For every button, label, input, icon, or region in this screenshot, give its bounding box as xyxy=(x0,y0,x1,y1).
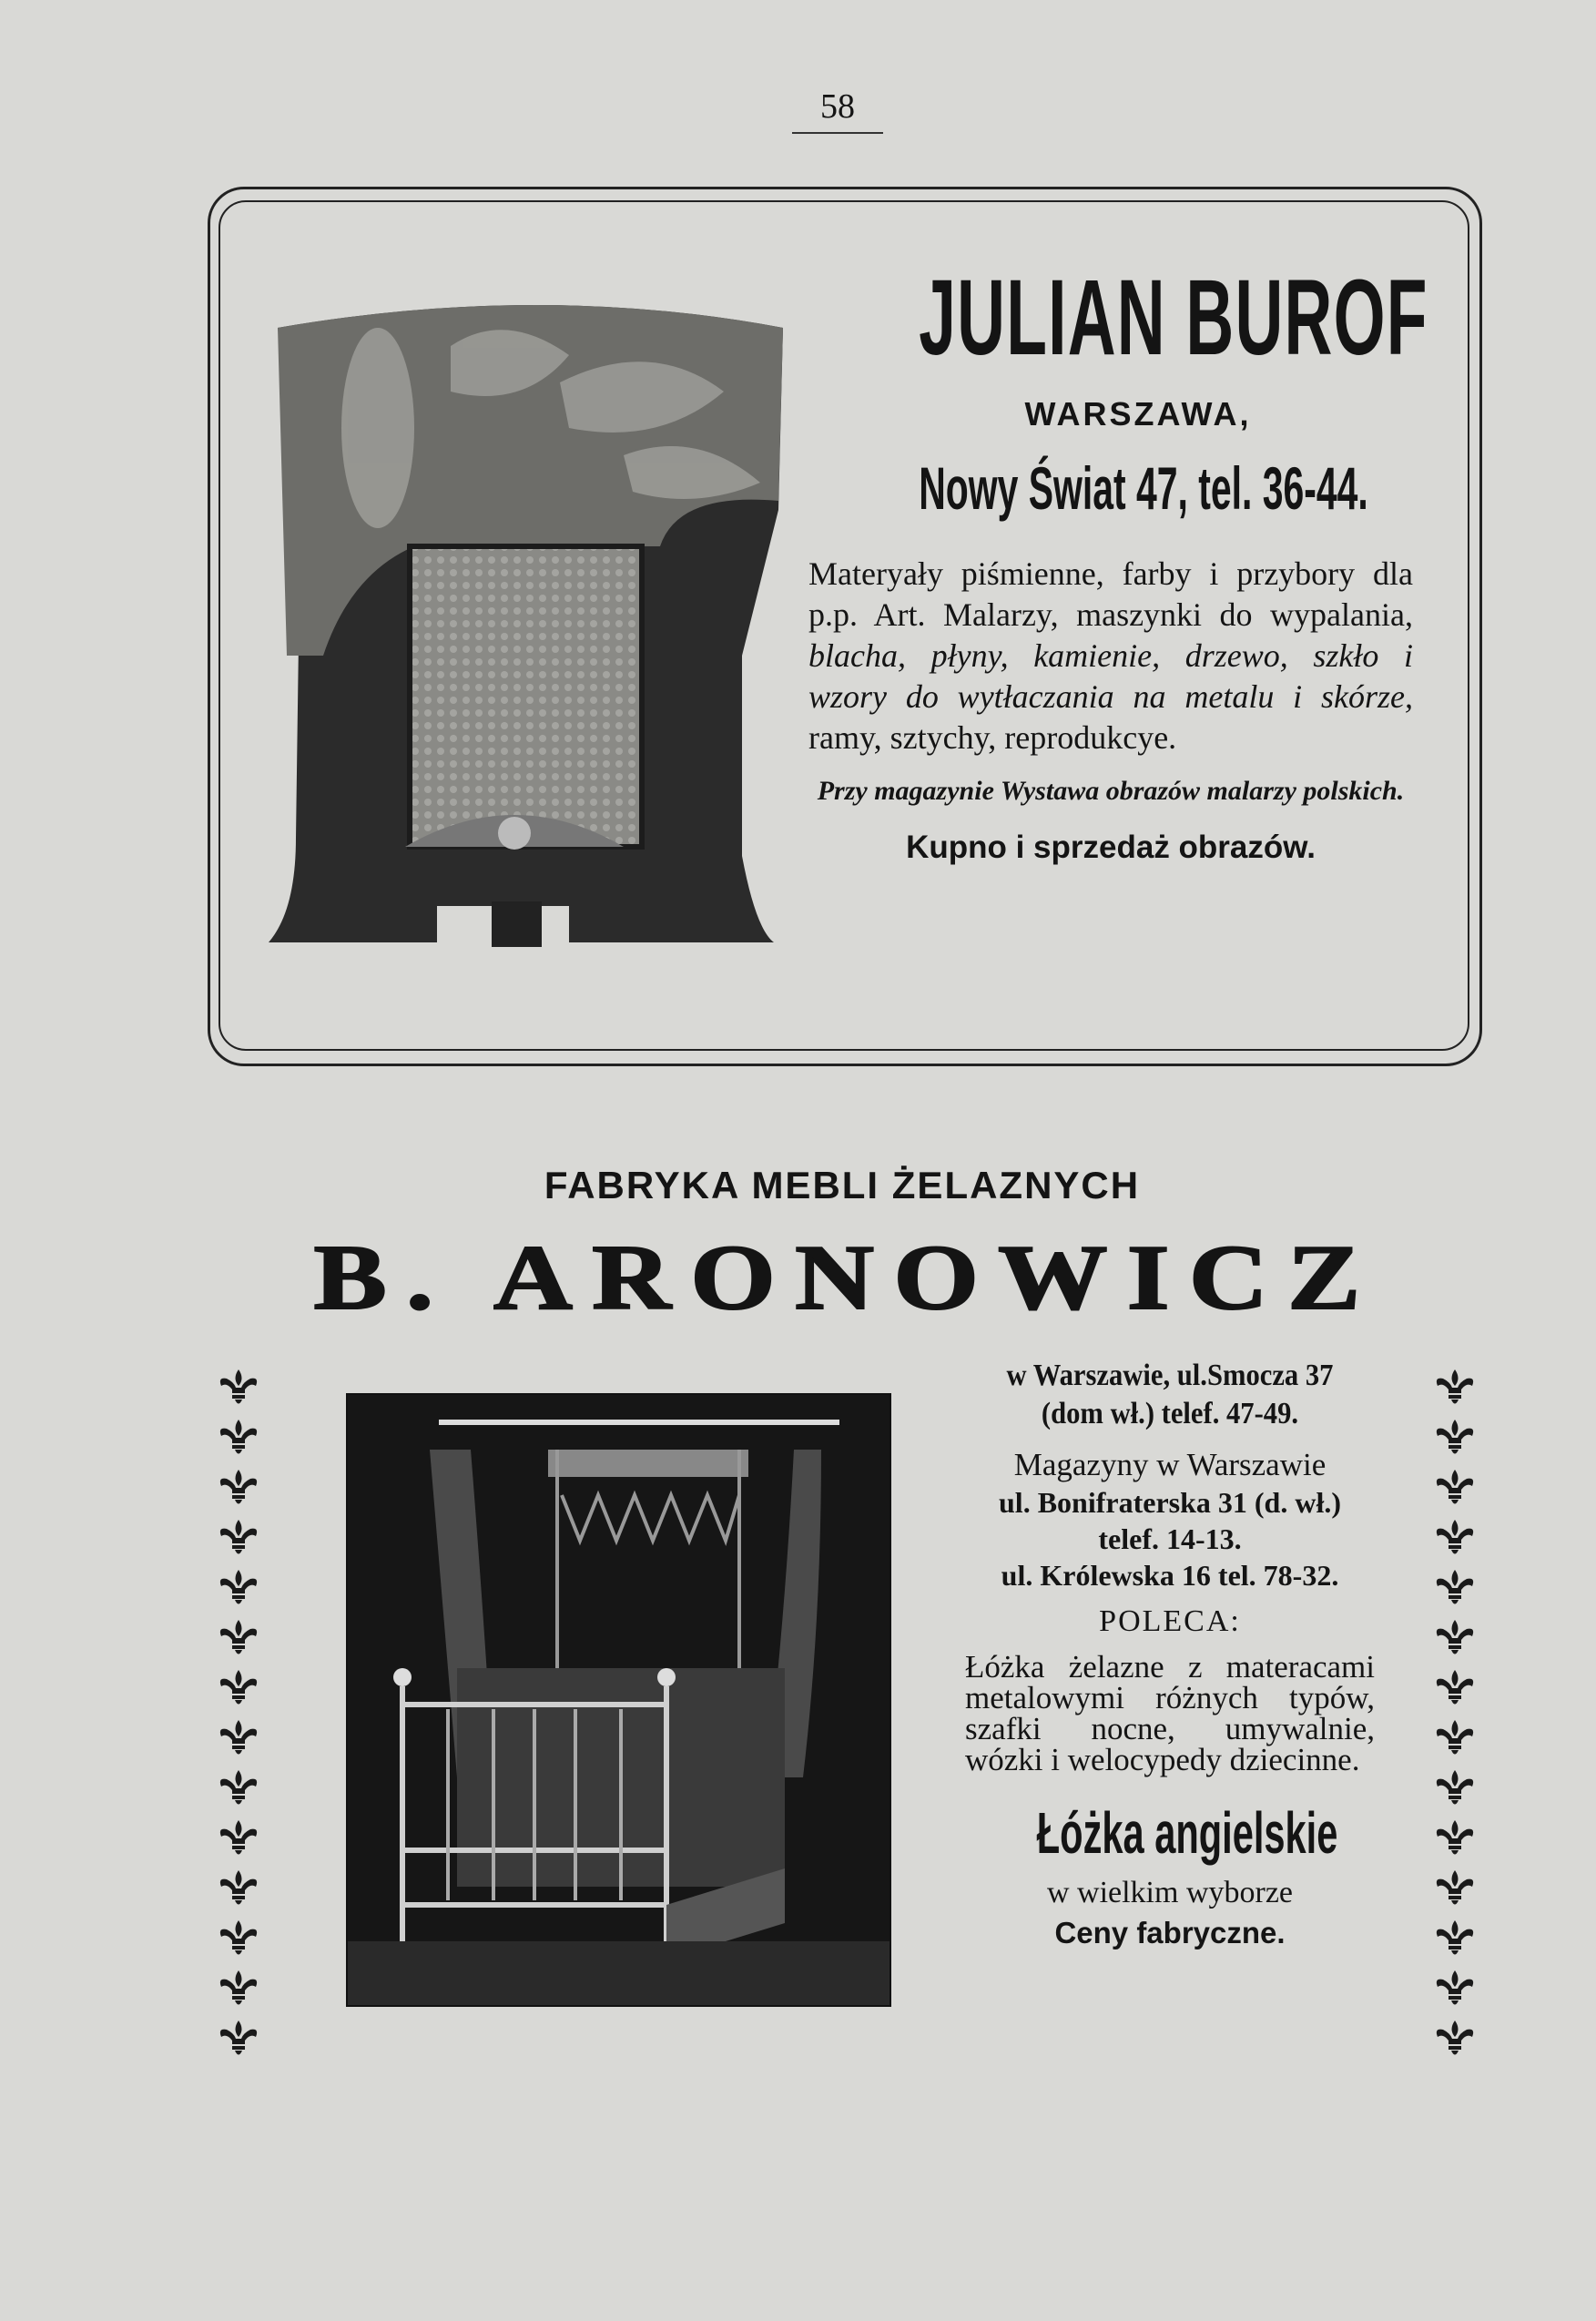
ad1-city: WARSZAWA, xyxy=(1024,395,1252,433)
fleur-ornament-icon xyxy=(1430,1416,1479,1461)
ad1-text-block xyxy=(801,258,1428,866)
fleur-ornament-icon xyxy=(1430,1566,1479,1611)
ad1-company-name: JULIAN BUROF xyxy=(919,258,1428,378)
fleur-ornament-icon xyxy=(1430,1917,1479,1961)
ad1-description-part-1: Materyały piśmienne, farby i przybory dla p.p. Art. Malarzy, maszynki do wypalania, xyxy=(808,555,1413,633)
ad1-buy-sell: Kupno i sprzedaż obrazów. xyxy=(906,830,1316,865)
ad2-factory-heading: FABRYKA MEBLI ŻELAZNYCH xyxy=(544,1164,1141,1206)
fleur-border-left xyxy=(211,1366,266,2061)
ad1-description-part-2: ramy, sztychy, reprodukcye. xyxy=(808,719,1177,756)
fleur-ornament-icon xyxy=(214,1967,263,2011)
fleur-ornament-icon xyxy=(214,1516,263,1561)
ad2-address-line-1: w Warszawie, ul.Smocza 37 xyxy=(1006,1359,1334,1392)
iron-bed-illustration xyxy=(346,1393,891,2007)
page-number: 58 xyxy=(792,87,883,134)
fleur-border-right xyxy=(1428,1366,1482,2061)
fleur-ornament-icon xyxy=(214,1666,263,1711)
fleur-ornament-icon xyxy=(214,1616,263,1661)
ad2-store-1: ul. Bonifraterska 31 (d. wł.) xyxy=(999,1486,1341,1519)
fleur-ornament-icon xyxy=(1430,1466,1479,1511)
fleur-ornament-icon xyxy=(214,1766,263,1811)
ad2-description: Łóżka żelazne z materacami metalowymi różnych typów, szafki nocne, umywalnie, wózki i welocypedy dziecinne. xyxy=(965,1649,1375,1777)
fleur-ornament-icon xyxy=(1430,1616,1479,1661)
fleur-ornament-icon xyxy=(214,1466,263,1511)
ad1-address: Nowy Świat 47, tel. 36-44. xyxy=(919,454,1368,522)
ad2-english-beds: Łóżka angielskie xyxy=(1036,1800,1338,1866)
fleur-ornament-icon xyxy=(1430,1817,1479,1861)
fleur-ornament-icon xyxy=(1430,1366,1479,1410)
fleur-ornament-icon xyxy=(1430,1766,1479,1811)
fleur-ornament-icon xyxy=(214,1416,263,1461)
fleur-ornament-icon xyxy=(1430,1867,1479,1911)
fleur-ornament-icon xyxy=(214,1867,263,1911)
ad2-recommends: POLECA: xyxy=(1099,1604,1241,1638)
fleur-ornament-icon xyxy=(1430,1516,1479,1561)
ad2-store-2: ul. Królewska 16 tel. 78-32. xyxy=(1001,1559,1339,1592)
ad1-exhibition-note: Przy magazynie Wystawa obrazów malarzy polskich. xyxy=(817,776,1405,806)
ad2-text-block xyxy=(965,1357,1375,1950)
ad2-wide-choice: w wielkim wyborze xyxy=(1046,1876,1294,1909)
picture-frame-illustration xyxy=(269,273,788,970)
ad2-factory-prices: Ceny fabryczne. xyxy=(1054,1916,1286,1949)
fleur-ornament-icon xyxy=(1430,1666,1479,1711)
ad1-description-italic: blacha, płyny, kamienie, drzewo, szkło i wzory do wytłaczania na metalu i skórze, xyxy=(808,637,1413,715)
fleur-ornament-icon xyxy=(214,2017,263,2061)
ad2-stores-heading: Magazyny w Warszawie xyxy=(1013,1447,1327,1482)
fleur-ornament-icon xyxy=(214,1716,263,1761)
fleur-ornament-icon xyxy=(1430,1967,1479,2011)
fleur-ornament-icon xyxy=(214,1566,263,1611)
fleur-ornament-icon xyxy=(214,1366,263,1410)
ad2-store-1-phone: telef. 14-13. xyxy=(1098,1522,1242,1555)
ad2-address-line-2: (dom wł.) telef. 47-49. xyxy=(1041,1397,1299,1430)
fleur-ornament-icon xyxy=(214,1817,263,1861)
ad2-company-name: B. ARONOWICZ xyxy=(313,1227,1380,1329)
fleur-ornament-icon xyxy=(214,1917,263,1961)
fleur-ornament-icon xyxy=(1430,1716,1479,1761)
fleur-ornament-icon xyxy=(1430,2017,1479,2061)
ad1-description xyxy=(801,554,1420,758)
